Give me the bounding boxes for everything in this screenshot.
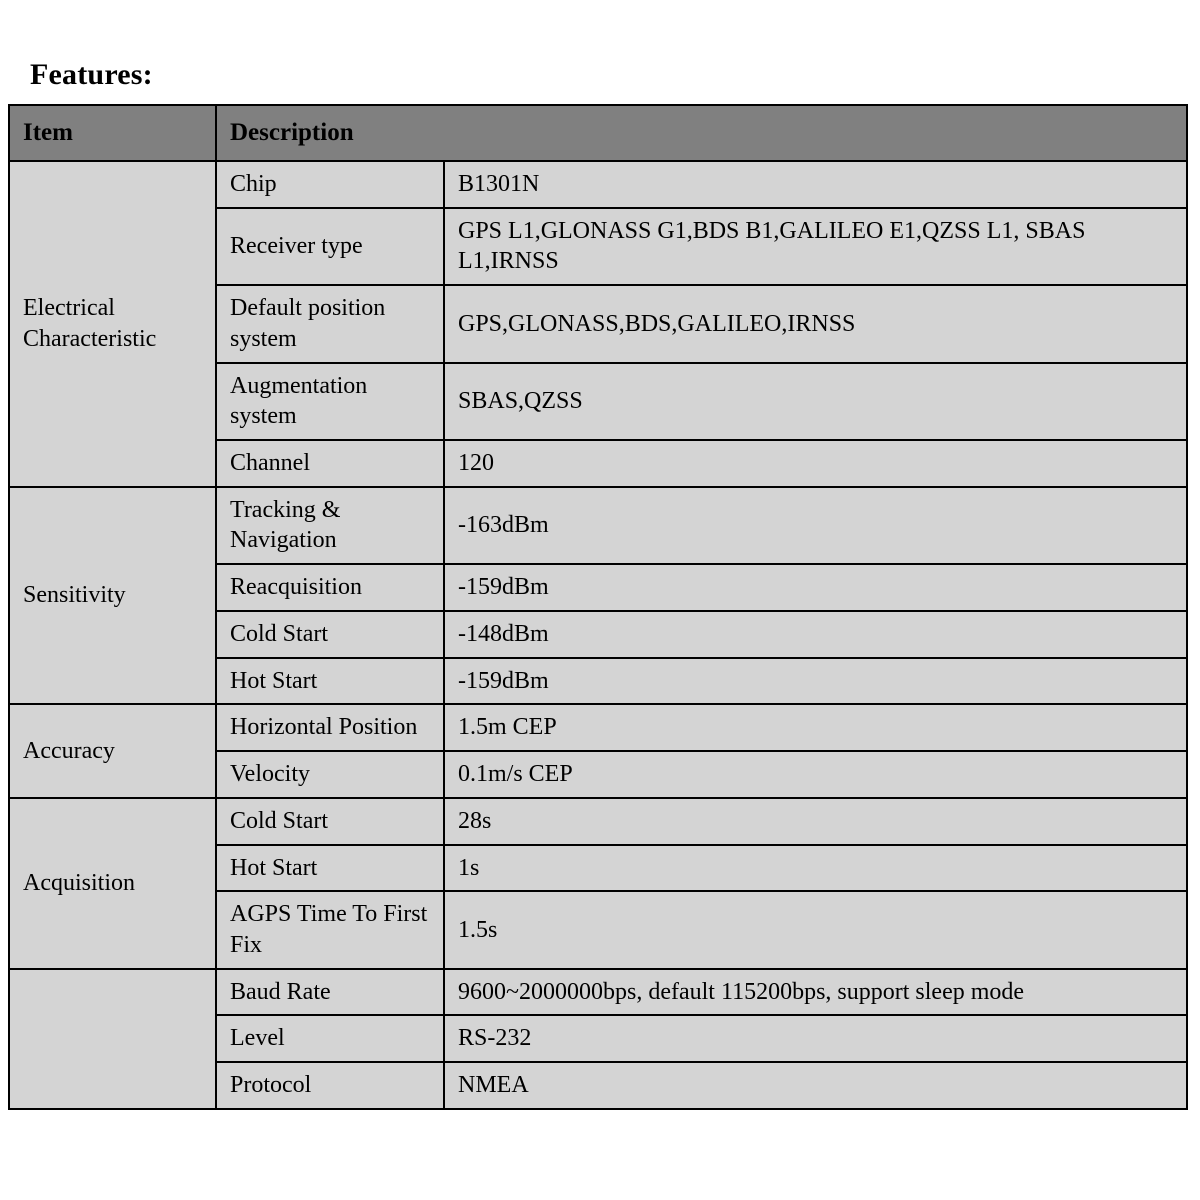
column-header-item: Item xyxy=(9,105,216,161)
spec-name-cell: Cold Start xyxy=(216,611,444,658)
spec-name-cell: Receiver type xyxy=(216,208,444,285)
spec-value-cell: 9600~2000000bps, default 115200bps, support sleep mode xyxy=(444,969,1187,1016)
spec-value-cell: GPS L1,GLONASS G1,BDS B1,GALILEO E1,QZSS L1, SBAS L1,IRNSS xyxy=(444,208,1187,285)
spec-value-cell: B1301N xyxy=(444,161,1187,208)
spec-value-cell: 120 xyxy=(444,440,1187,487)
group-label-cell: Electrical Characteristic xyxy=(9,161,216,487)
spec-value-cell: 28s xyxy=(444,798,1187,845)
table-row xyxy=(9,969,1187,1016)
spec-name-cell: Chip xyxy=(216,161,444,208)
spec-name-cell: Cold Start xyxy=(216,798,444,845)
table-header-row xyxy=(9,105,1187,161)
spec-value-cell: 1s xyxy=(444,845,1187,892)
spec-name-cell: Augmentation system xyxy=(216,363,444,440)
spec-name-cell: Tracking & Navigation xyxy=(216,487,444,564)
spec-name-cell: Reacquisition xyxy=(216,564,444,611)
spec-value-cell: 0.1m/s CEP xyxy=(444,751,1187,798)
spec-name-cell: Protocol xyxy=(216,1062,444,1109)
group-label-cell: Acquisition xyxy=(9,798,216,969)
spec-value-cell: RS-232 xyxy=(444,1015,1187,1062)
table-row xyxy=(9,798,1187,845)
spec-name-cell: AGPS Time To First Fix xyxy=(216,891,444,968)
spec-value-cell: -163dBm xyxy=(444,487,1187,564)
group-label-cell xyxy=(9,969,216,1109)
group-label-cell: Sensitivity xyxy=(9,487,216,705)
spec-name-cell: Default position system xyxy=(216,285,444,362)
table-row xyxy=(9,161,1187,208)
spec-value-cell: -159dBm xyxy=(444,658,1187,705)
spec-name-cell: Hot Start xyxy=(216,845,444,892)
table-row xyxy=(9,704,1187,751)
spec-value-cell: SBAS,QZSS xyxy=(444,363,1187,440)
spec-name-cell: Horizontal Position xyxy=(216,704,444,751)
features-spec-table xyxy=(8,104,1188,1110)
group-label-cell: Accuracy xyxy=(9,704,216,797)
page-title: Features: xyxy=(30,58,153,92)
table-header xyxy=(9,105,1187,161)
spec-name-cell: Channel xyxy=(216,440,444,487)
spec-value-cell: 1.5m CEP xyxy=(444,704,1187,751)
spec-value-cell: -159dBm xyxy=(444,564,1187,611)
spec-name-cell: Baud Rate xyxy=(216,969,444,1016)
spec-value-cell: GPS,GLONASS,BDS,GALILEO,IRNSS xyxy=(444,285,1187,362)
spec-name-cell: Level xyxy=(216,1015,444,1062)
table-row xyxy=(9,487,1187,564)
spec-name-cell: Hot Start xyxy=(216,658,444,705)
spec-value-cell: -148dBm xyxy=(444,611,1187,658)
spec-name-cell: Velocity xyxy=(216,751,444,798)
spec-value-cell: NMEA xyxy=(444,1062,1187,1109)
table-body xyxy=(9,161,1187,1109)
column-header-description: Description xyxy=(216,105,1187,161)
spec-value-cell: 1.5s xyxy=(444,891,1187,968)
